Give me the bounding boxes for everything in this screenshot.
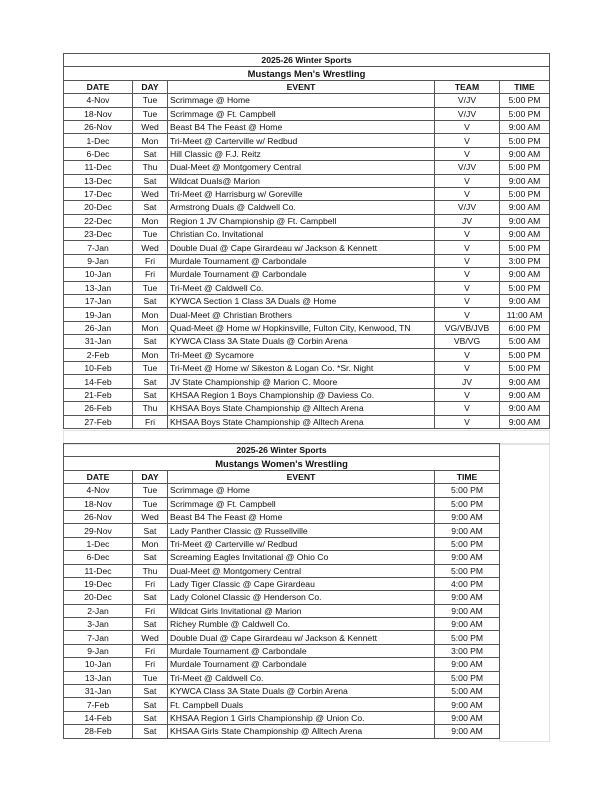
time-cell: 3:00 PM [435,644,500,657]
event-cell: KHSAA Region 1 Boys Championship @ Daviess Co. [168,388,435,401]
event-cell: JV State Championship @ Marion C. Moore [168,375,435,388]
date-cell: 3-Jan [64,618,133,631]
schedule-team-title: Mustangs Men's Wrestling [64,67,550,80]
team-cell: V [435,268,500,281]
table-row [64,348,550,361]
date-cell: 7-Jan [64,241,133,254]
mens-wrestling-schedule [63,53,550,429]
day-cell: Tue [133,497,168,510]
event-cell: Tri-Meet @ Harrisburg w/ Goreville [168,187,435,200]
time-cell: 5:00 PM [500,94,550,107]
column-header-date: DATE [64,470,133,483]
day-cell: Sat [133,685,168,698]
event-cell: Scrimmage @ Ft. Campbell [168,497,435,510]
event-cell: Murdale Tournament @ Carbondale [168,644,435,657]
time-cell: 9:00 AM [500,402,550,415]
date-cell: 17-Dec [64,187,133,200]
day-cell: Fri [133,644,168,657]
day-cell: Sat [133,524,168,537]
table-row [64,658,500,671]
event-cell: Scrimmage @ Ft. Campbell [168,107,435,120]
table-row [64,497,500,510]
day-cell: Tue [133,484,168,497]
table-row [64,147,550,160]
table-row [64,214,550,227]
date-cell: 7-Jan [64,631,133,644]
time-cell: 5:00 PM [435,671,500,684]
time-cell: 5:00 PM [500,187,550,200]
column-header-day: DAY [133,80,168,93]
time-cell: 9:00 AM [500,228,550,241]
day-cell: Sat [133,551,168,564]
date-cell: 13-Jan [64,671,133,684]
time-cell: 9:00 AM [435,604,500,617]
time-cell: 5:00 PM [435,497,500,510]
team-cell: JV [435,375,500,388]
team-cell: V [435,134,500,147]
time-cell: 9:00 AM [500,295,550,308]
event-cell: Murdale Tournament @ Carbondale [168,268,435,281]
table-row [64,591,500,604]
day-cell: Mon [133,134,168,147]
time-cell: 9:00 AM [500,120,550,133]
date-cell: 26-Nov [64,510,133,523]
time-cell: 6:00 PM [500,321,550,334]
day-cell: Mon [133,321,168,334]
date-cell: 23-Dec [64,228,133,241]
date-cell: 2-Feb [64,348,133,361]
day-cell: Tue [133,228,168,241]
date-cell: 6-Dec [64,147,133,160]
event-cell: Dual-Meet @ Montgomery Central [168,564,435,577]
time-cell: 9:00 AM [435,591,500,604]
column-header-time: TIME [435,470,500,483]
event-cell: Tri-Meet @ Caldwell Co. [168,671,435,684]
time-cell: 9:00 AM [500,147,550,160]
event-cell: Christian Co. Invitational [168,228,435,241]
schedule-team-title: Mustangs Women's Wrestling [64,457,500,470]
time-cell: 5:00 PM [500,348,550,361]
date-cell: 4-Nov [64,94,133,107]
event-cell: Murdale Tournament @ Carbondale [168,254,435,267]
team-cell: V [435,228,500,241]
day-cell: Sat [133,388,168,401]
day-cell: Tue [133,107,168,120]
event-cell: Scrimmage @ Home [168,94,435,107]
day-cell: Thu [133,402,168,415]
date-cell: 18-Nov [64,497,133,510]
table-row [64,685,500,698]
time-cell: 9:00 AM [435,524,500,537]
time-cell: 9:00 AM [500,201,550,214]
team-cell: V [435,388,500,401]
time-cell: 9:00 AM [500,214,550,227]
table-row [64,510,500,523]
table-row [64,698,500,711]
date-cell: 27-Feb [64,415,133,428]
table-row [64,228,550,241]
date-cell: 11-Dec [64,161,133,174]
table-row [64,335,550,348]
day-cell: Tue [133,94,168,107]
table-row [64,551,500,564]
time-cell: 5:00 PM [500,281,550,294]
time-cell: 9:00 AM [435,711,500,724]
table-row [64,711,500,724]
event-cell: Dual-Meet @ Christian Brothers [168,308,435,321]
day-cell: Mon [133,348,168,361]
event-cell: KHSAA Region 1 Girls Championship @ Union Co. [168,711,435,724]
event-cell: Beast B4 The Feast @ Home [168,510,435,523]
column-header-team: TEAM [435,80,500,93]
event-cell: Beast B4 The Feast @ Home [168,120,435,133]
date-cell: 26-Feb [64,402,133,415]
day-cell: Tue [133,281,168,294]
table-row [64,618,500,631]
time-cell: 5:00 PM [500,161,550,174]
event-cell: Screaming Eagles Invitational @ Ohio Co [168,551,435,564]
schedule-season-title: 2025-26 Winter Sports [64,54,550,67]
event-cell: KYWCA Section 1 Class 3A Duals @ Home [168,295,435,308]
table-row [64,174,550,187]
table-row [64,604,500,617]
table-row [64,388,550,401]
event-cell: Ft. Campbell Duals [168,698,435,711]
team-cell: VB/VG [435,335,500,348]
column-header-day: DAY [133,470,168,483]
date-cell: 31-Jan [64,685,133,698]
time-cell: 5:00 PM [435,537,500,550]
event-cell: Lady Colonel Classic @ Henderson Co. [168,591,435,604]
date-cell: 2-Jan [64,604,133,617]
table-row [64,564,500,577]
event-cell: Richey Rumble @ Caldwell Co. [168,618,435,631]
spreadsheet-side-grid [499,443,550,742]
time-cell: 5:00 PM [500,107,550,120]
table-row [64,120,550,133]
team-cell: V [435,254,500,267]
date-cell: 19-Jan [64,308,133,321]
table-row [64,295,550,308]
date-cell: 1-Dec [64,537,133,550]
event-cell: Lady Tiger Classic @ Cape Girardeau [168,577,435,590]
event-cell: KHSAA Girls State Championship @ Alltech Arena [168,725,435,738]
day-cell: Mon [133,214,168,227]
team-cell: V [435,415,500,428]
day-cell: Sat [133,725,168,738]
date-cell: 17-Jan [64,295,133,308]
day-cell: Mon [133,308,168,321]
table-row [64,537,500,550]
event-cell: KHSAA Boys State Championship @ Alltech Arena [168,402,435,415]
date-cell: 14-Feb [64,711,133,724]
event-cell: Region 1 JV Championship @ Ft. Campbell [168,214,435,227]
event-cell: Wildcat Girls Invitational @ Marion [168,604,435,617]
time-cell: 5:00 AM [500,335,550,348]
time-cell: 9:00 AM [500,375,550,388]
day-cell: Sat [133,375,168,388]
event-cell: Tri-Meet @ Sycamore [168,348,435,361]
time-cell: 9:00 AM [435,618,500,631]
date-cell: 13-Dec [64,174,133,187]
table-row [64,484,500,497]
day-cell: Fri [133,604,168,617]
table-row [64,402,550,415]
team-cell: VG/VB/JVB [435,321,500,334]
time-cell: 9:00 AM [435,551,500,564]
day-cell: Fri [133,577,168,590]
table-row [64,268,550,281]
time-cell: 9:00 AM [500,268,550,281]
table-row [64,577,500,590]
team-cell: V [435,295,500,308]
time-cell: 9:00 AM [500,415,550,428]
date-cell: 9-Jan [64,254,133,267]
table-row [64,94,550,107]
day-cell: Sat [133,201,168,214]
day-cell: Tue [133,671,168,684]
time-cell: 3:00 PM [500,254,550,267]
event-cell: Dual-Meet @ Montgomery Central [168,161,435,174]
event-cell: Double Dual @ Cape Girardeau w/ Jackson & Kennett [168,631,435,644]
date-cell: 18-Nov [64,107,133,120]
time-cell: 11:00 AM [500,308,550,321]
date-cell: 21-Feb [64,388,133,401]
date-cell: 26-Nov [64,120,133,133]
day-cell: Wed [133,120,168,133]
date-cell: 7-Feb [64,698,133,711]
event-cell: KYWCA Class 3A State Duals @ Corbin Arena [168,685,435,698]
table-row [64,254,550,267]
day-cell: Wed [133,631,168,644]
date-cell: 10-Feb [64,361,133,374]
day-cell: Thu [133,161,168,174]
time-cell: 4:00 PM [435,577,500,590]
column-header-event: EVENT [168,470,435,483]
time-cell: 5:00 PM [435,564,500,577]
table-row [64,107,550,120]
column-header-date: DATE [64,80,133,93]
event-cell: KHSAA Boys State Championship @ Alltech Arena [168,415,435,428]
table-row [64,671,500,684]
date-cell: 4-Nov [64,484,133,497]
time-cell: 5:00 PM [435,631,500,644]
team-cell: V [435,174,500,187]
day-cell: Sat [133,591,168,604]
day-cell: Sat [133,147,168,160]
schedule-season-title: 2025-26 Winter Sports [64,444,500,457]
team-cell: V [435,120,500,133]
date-cell: 20-Dec [64,591,133,604]
table-row [64,375,550,388]
table-row [64,161,550,174]
column-header-event: EVENT [168,80,435,93]
team-cell: V [435,402,500,415]
team-cell: V [435,308,500,321]
date-cell: 19-Dec [64,577,133,590]
team-cell: V [435,348,500,361]
team-cell: V [435,281,500,294]
time-cell: 9:00 AM [500,174,550,187]
day-cell: Sat [133,698,168,711]
table-row [64,631,500,644]
date-cell: 28-Feb [64,725,133,738]
event-cell: Murdale Tournament @ Carbondale [168,658,435,671]
time-cell: 9:00 AM [500,388,550,401]
date-cell: 14-Feb [64,375,133,388]
time-cell: 9:00 AM [435,725,500,738]
day-cell: Wed [133,510,168,523]
table-row [64,725,500,738]
team-cell: V/JV [435,107,500,120]
table-row [64,134,550,147]
table-row [64,321,550,334]
time-cell: 5:00 PM [435,484,500,497]
team-cell: V [435,147,500,160]
womens-wrestling-schedule [63,443,500,739]
column-header-time: TIME [500,80,550,93]
team-cell: JV [435,214,500,227]
event-cell: Lady Panther Classic @ Russellville [168,524,435,537]
table-row [64,281,550,294]
date-cell: 6-Dec [64,551,133,564]
time-cell: 5:00 PM [500,361,550,374]
event-cell: Double Dual @ Cape Girardeau w/ Jackson & Kennett [168,241,435,254]
table-row [64,308,550,321]
table-row [64,201,550,214]
date-cell: 10-Jan [64,268,133,281]
date-cell: 10-Jan [64,658,133,671]
table-row [64,241,550,254]
day-cell: Fri [133,658,168,671]
team-cell: V/JV [435,94,500,107]
day-cell: Fri [133,415,168,428]
date-cell: 13-Jan [64,281,133,294]
day-cell: Thu [133,564,168,577]
team-cell: V [435,241,500,254]
day-cell: Mon [133,537,168,550]
event-cell: Tri-Meet @ Home w/ Sikeston & Logan Co. *Sr. Night [168,361,435,374]
table-row [64,415,550,428]
day-cell: Sat [133,335,168,348]
day-cell: Tue [133,361,168,374]
day-cell: Sat [133,174,168,187]
table-row [64,361,550,374]
day-cell: Wed [133,187,168,200]
event-cell: Quad-Meet @ Home w/ Hopkinsville, Fulton City, Kenwood, TN [168,321,435,334]
event-cell: Armstrong Duals @ Caldwell Co. [168,201,435,214]
team-cell: V/JV [435,201,500,214]
event-cell: Tri-Meet @ Carterville w/ Redbud [168,134,435,147]
time-cell: 5:00 PM [500,241,550,254]
day-cell: Sat [133,711,168,724]
team-cell: V [435,187,500,200]
team-cell: V/JV [435,161,500,174]
time-cell: 5:00 AM [435,685,500,698]
time-cell: 5:00 PM [500,134,550,147]
date-cell: 22-Dec [64,214,133,227]
day-cell: Wed [133,241,168,254]
time-cell: 9:00 AM [435,658,500,671]
team-cell: V [435,361,500,374]
event-cell: Tri-Meet @ Caldwell Co. [168,281,435,294]
table-row [64,644,500,657]
date-cell: 1-Dec [64,134,133,147]
time-cell: 9:00 AM [435,510,500,523]
day-cell: Sat [133,295,168,308]
date-cell: 29-Nov [64,524,133,537]
date-cell: 9-Jan [64,644,133,657]
time-cell: 9:00 AM [435,698,500,711]
event-cell: Scrimmage @ Home [168,484,435,497]
date-cell: 31-Jan [64,335,133,348]
event-cell: KYWCA Class 3A State Duals @ Corbin Arena [168,335,435,348]
event-cell: Wildcat Duals@ Marion [168,174,435,187]
day-cell: Fri [133,254,168,267]
date-cell: 11-Dec [64,564,133,577]
date-cell: 20-Dec [64,201,133,214]
day-cell: Fri [133,268,168,281]
table-row [64,524,500,537]
table-row [64,187,550,200]
date-cell: 26-Jan [64,321,133,334]
event-cell: Tri-Meet @ Carterville w/ Redbud [168,537,435,550]
event-cell: Hill Classic @ F.J. Reitz [168,147,435,160]
day-cell: Sat [133,618,168,631]
